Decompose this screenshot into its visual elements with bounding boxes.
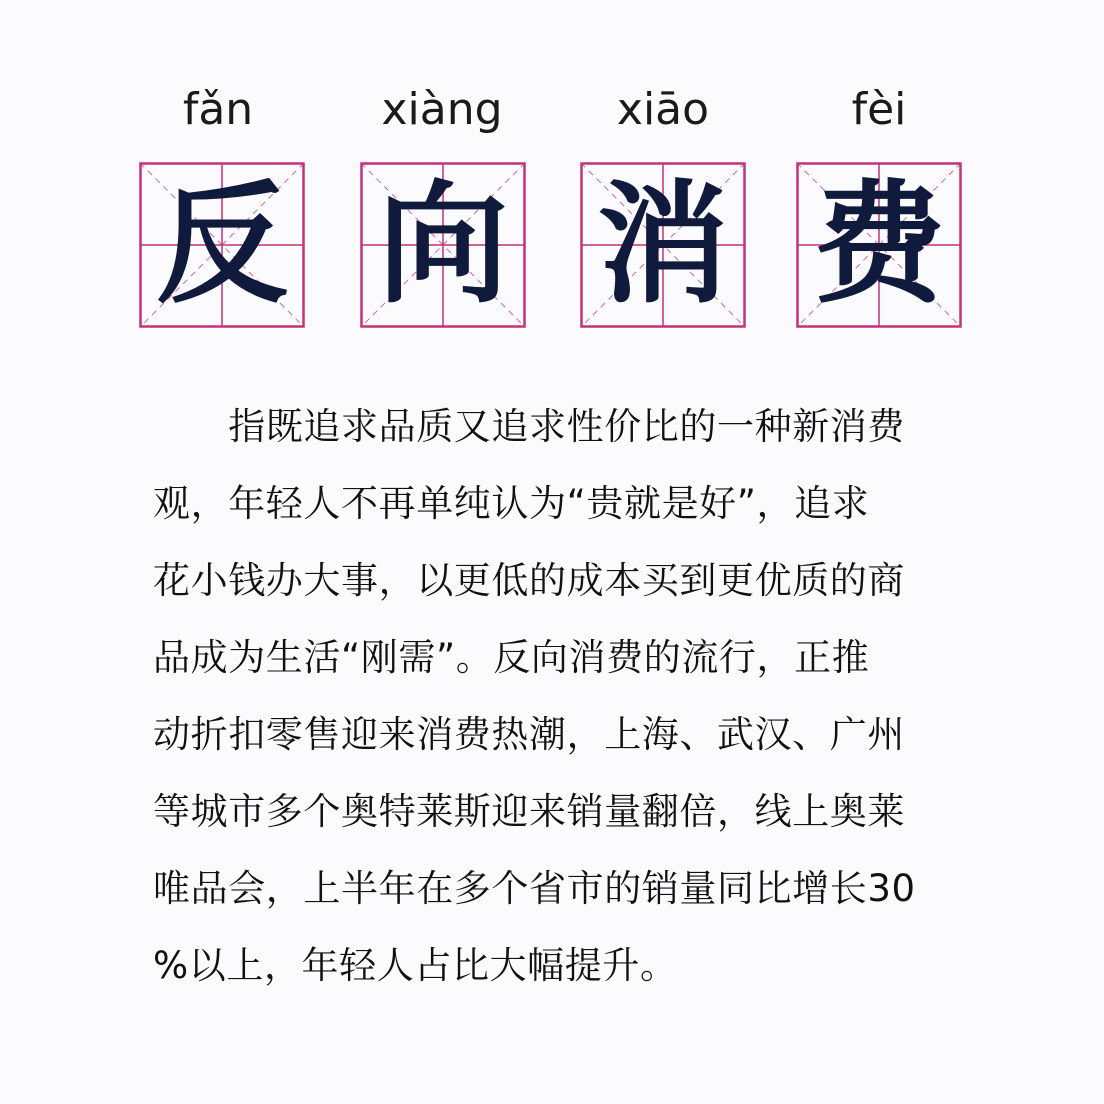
paragraph-line: 等城市多个奥特莱斯迎来销量翻倍，线上奥莱 — [153, 790, 905, 833]
title-grid-row — [0, 162, 1104, 332]
paragraph-line: %以上，年轻人占比大幅提升。 — [153, 944, 678, 987]
pinyin-xiang: xiàng — [381, 84, 503, 135]
paragraph-line: 唯品会，上半年在多个省市的销量同比增长30 — [153, 867, 916, 910]
paragraph-line: 观，年轻人不再单纯认为“贵就是好”，追求 — [153, 482, 870, 525]
title-character-fan: 反 — [156, 167, 288, 322]
title-character-xiang: 向 — [377, 167, 509, 322]
definition-paragraph — [153, 388, 953, 1004]
paragraph-line: 动折扣零售迎来消费热潮，上海、武汉、广州 — [153, 713, 905, 756]
pinyin-fei: fèi — [851, 84, 907, 135]
tianzige-box — [796, 162, 962, 328]
tianzige-box — [580, 162, 746, 328]
pinyin-row — [0, 78, 1104, 148]
title-character-xiao: 消 — [597, 167, 729, 322]
paragraph-line: 指既追求品质又追求性价比的一种新消费 — [153, 405, 905, 448]
paragraph-line: 花小钱办大事，以更低的成本买到更优质的商 — [153, 559, 905, 602]
pinyin-xiao: xiāo — [616, 84, 710, 135]
paragraph-line: 品成为生活“刚需”。反向消费的流行，正推 — [153, 636, 870, 679]
tianzige-box — [139, 162, 305, 328]
tianzige-box — [360, 162, 526, 328]
pinyin-fan: fǎn — [182, 84, 254, 135]
title-character-fei: 费 — [813, 167, 945, 322]
